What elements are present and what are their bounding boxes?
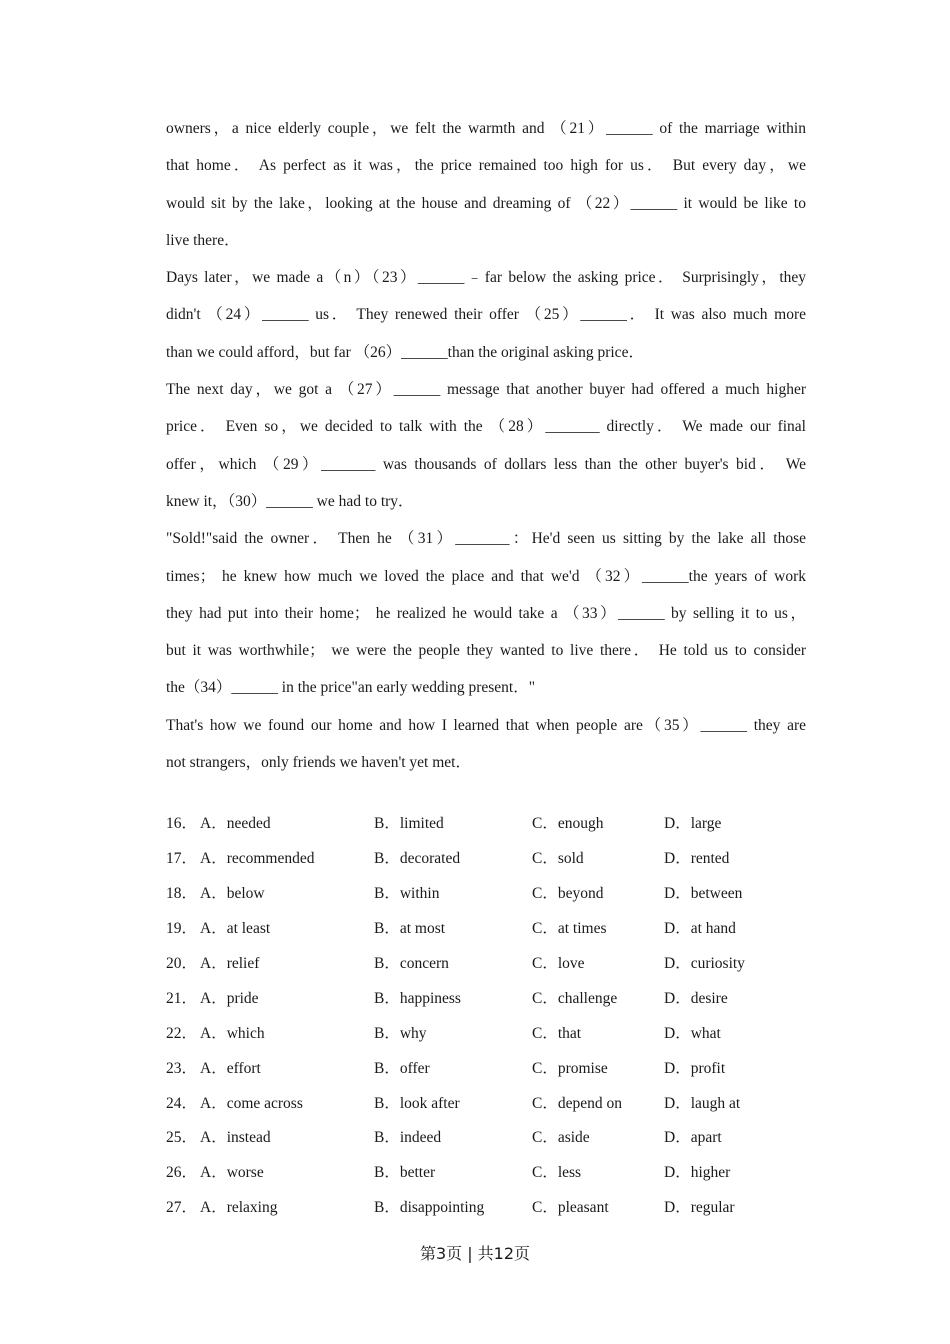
option-a: A．pride bbox=[200, 989, 259, 1007]
passage-line: offer，which （29）_______ was thousands of dollars less than the other buyer's bid． We bbox=[166, 455, 806, 473]
option-b: B．limited bbox=[374, 815, 444, 832]
option-c: C．promise bbox=[532, 1059, 608, 1077]
passage-line: not strangers，only friends we haven't yet met． bbox=[166, 754, 471, 772]
question-row bbox=[166, 947, 806, 982]
option-a: A．recommended bbox=[200, 849, 315, 867]
question-number: 19． bbox=[166, 919, 198, 937]
option-b: B．within bbox=[374, 884, 440, 902]
passage-line: they had put into their home； he realized he would take a （33）______ by selling it to us， bbox=[166, 604, 806, 622]
option-a: A．needed bbox=[200, 815, 271, 832]
option-b: B．decorated bbox=[374, 849, 461, 867]
passage-lines bbox=[166, 110, 806, 781]
question-row bbox=[166, 842, 806, 877]
question-row bbox=[166, 1052, 806, 1087]
option-d: D．curiosity bbox=[664, 954, 745, 972]
option-c: C．enough bbox=[532, 815, 604, 832]
question-row bbox=[166, 912, 806, 947]
option-b: B．disappointing bbox=[374, 1199, 485, 1217]
option-b: B．why bbox=[374, 1024, 427, 1042]
option-b: B．concern bbox=[374, 954, 449, 972]
passage-line: "Sold!"said the owner． Then he （31）_______：He'd seen us sitting by the lake all those bbox=[166, 530, 806, 548]
passage-line: knew it，（30）______ we had to try． bbox=[166, 492, 414, 510]
question-row bbox=[166, 1017, 806, 1052]
option-c: C．that bbox=[532, 1024, 582, 1042]
question-row bbox=[166, 1121, 806, 1156]
question-row bbox=[166, 1156, 806, 1191]
option-b: B．at most bbox=[374, 919, 446, 937]
option-c: C．at times bbox=[532, 919, 607, 937]
passage-line: owners，a nice elderly couple，we felt the warmth and （21）______ of the marriage within bbox=[166, 120, 806, 137]
question-number: 20． bbox=[166, 954, 198, 972]
option-b: B．look after bbox=[374, 1094, 460, 1112]
passage-line: but it was worthwhile； we were the people they wanted to live there． He told us to consider bbox=[166, 642, 806, 660]
question-row bbox=[166, 807, 806, 842]
question-number: 24． bbox=[166, 1094, 198, 1112]
option-d: D．apart bbox=[664, 1129, 722, 1147]
question-number: 18． bbox=[166, 884, 198, 902]
option-c: C．pleasant bbox=[532, 1199, 609, 1217]
question-row bbox=[166, 1191, 806, 1226]
option-d: D．large bbox=[664, 815, 722, 832]
option-c: C．aside bbox=[532, 1129, 590, 1147]
option-a: A．instead bbox=[200, 1129, 271, 1147]
option-b: B．offer bbox=[374, 1059, 430, 1077]
passage-line: didn't （24）______ us． They renewed their offer （25）______． It was also much more bbox=[166, 306, 806, 324]
question-number: 26． bbox=[166, 1164, 198, 1182]
option-b: B．better bbox=[374, 1164, 436, 1182]
question-number: 23． bbox=[166, 1059, 198, 1077]
passage-line: that home． As perfect as it was，the price remained too high for us． But every day，we bbox=[166, 157, 806, 175]
option-c: C．depend on bbox=[532, 1094, 622, 1112]
option-a: A．come across bbox=[200, 1094, 303, 1112]
option-a: A．relaxing bbox=[200, 1199, 278, 1217]
options-list bbox=[166, 807, 806, 1226]
option-d: D．profit bbox=[664, 1059, 726, 1077]
option-b: B．happiness bbox=[374, 989, 461, 1007]
question-number: 22． bbox=[166, 1024, 198, 1042]
passage-line: live there． bbox=[166, 231, 240, 249]
question-row bbox=[166, 982, 806, 1017]
question-row bbox=[166, 1087, 806, 1122]
option-a: A．which bbox=[200, 1024, 265, 1042]
option-c: C．beyond bbox=[532, 884, 604, 902]
question-number: 16． bbox=[166, 815, 198, 832]
option-a: A．effort bbox=[200, 1059, 261, 1077]
option-c: C．challenge bbox=[532, 989, 618, 1007]
option-d: D．laugh at bbox=[664, 1094, 741, 1112]
page-footer bbox=[0, 1242, 950, 1266]
passage-line: The next day，we got a （27）______ message that another buyer had offered a much higher bbox=[166, 381, 806, 399]
option-d: D．between bbox=[664, 884, 743, 902]
option-d: D．what bbox=[664, 1024, 721, 1042]
option-a: A．at least bbox=[200, 919, 271, 937]
question-number: 17． bbox=[166, 849, 198, 867]
option-c: C．less bbox=[532, 1164, 582, 1182]
option-d: D．at hand bbox=[664, 919, 736, 937]
option-d: D．rented bbox=[664, 849, 730, 867]
option-d: D．desire bbox=[664, 989, 728, 1007]
option-b: B．indeed bbox=[374, 1129, 442, 1147]
passage-line: times； he knew how much we loved the place and that we'd （32）______the years of work bbox=[166, 567, 806, 585]
option-a: A．below bbox=[200, 884, 265, 902]
passage-line: Days later，we made a（n）（23）______﹣far below the asking price． Surprisingly，they bbox=[166, 269, 806, 287]
passage-line: price． Even so，we decided to talk with the （28）_______ directly． We made our final bbox=[166, 418, 806, 436]
passage-line: That's how we found our home and how I learned that when people are（35）______ they are bbox=[166, 716, 806, 734]
option-c: C．sold bbox=[532, 849, 584, 867]
page-number: 第3页 | 共12页 bbox=[419, 1244, 531, 1263]
option-d: D．higher bbox=[664, 1164, 731, 1182]
passage-line: would sit by the lake，looking at the house and dreaming of （22）______ it would be like to bbox=[166, 194, 806, 212]
passage bbox=[166, 110, 806, 781]
option-a: A．relief bbox=[200, 954, 260, 972]
question-row bbox=[166, 877, 806, 912]
option-d: D．regular bbox=[664, 1199, 735, 1217]
passage-line: than we could afford，but far （26）______than the original asking price． bbox=[166, 343, 644, 361]
question-number: 25． bbox=[166, 1129, 198, 1147]
passage-line: the（34）______ in the price"an early wedding present．" bbox=[166, 679, 536, 697]
option-a: A．worse bbox=[200, 1164, 264, 1182]
question-number: 27． bbox=[166, 1199, 198, 1217]
question-number: 21． bbox=[166, 989, 198, 1007]
option-c: C．love bbox=[532, 954, 585, 972]
